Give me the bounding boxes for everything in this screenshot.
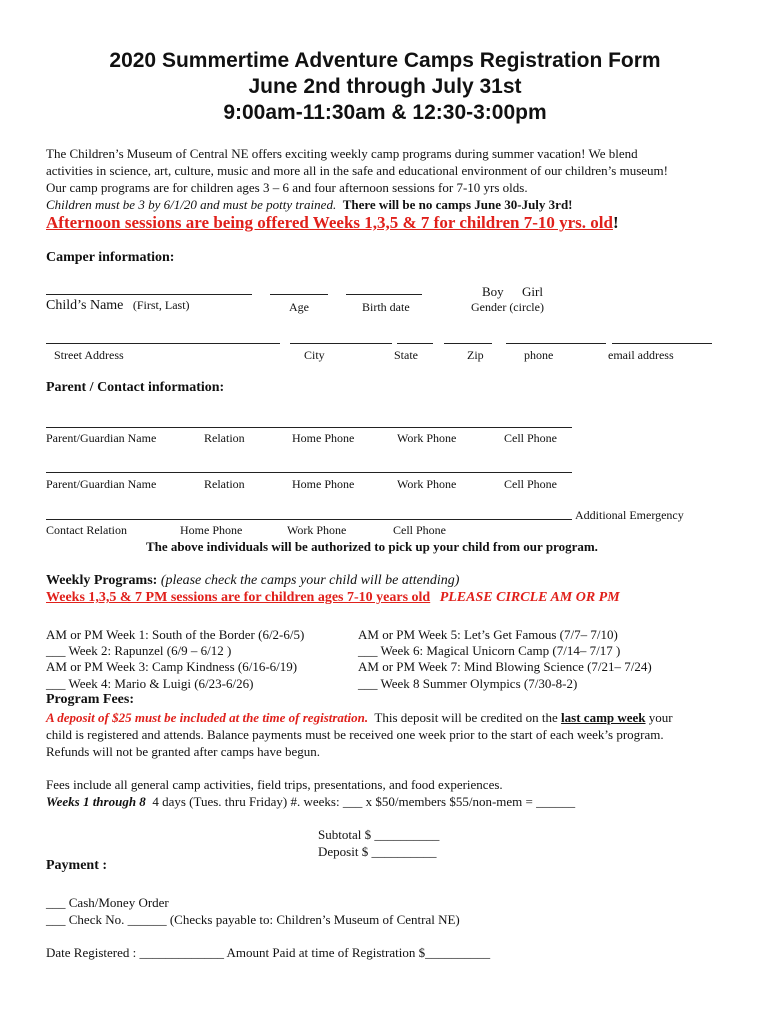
guardian-2-name-label: Parent/Guardian Name — [46, 477, 157, 491]
child-name-field[interactable] — [46, 294, 252, 295]
state-label: State — [394, 348, 418, 362]
zip-label: Zip — [467, 348, 484, 362]
emergency-cell-label: Cell Phone — [393, 523, 446, 537]
phone-label: phone — [524, 348, 554, 362]
intro-line-1: The Children’s Museum of Central NE offers exciting weekly camp programs during summer vacation! We blend — [46, 146, 638, 161]
week-8-option[interactable]: ___ Week 8 Summer Olympics (7/30-8-2) — [358, 676, 578, 691]
weekly-heading: Weekly Programs: (please check the camps your child will be attending) — [46, 573, 460, 588]
guardian-1-field[interactable] — [46, 427, 572, 428]
gender-boy[interactable]: Boy — [482, 284, 504, 299]
gender-label: Gender (circle) — [471, 300, 544, 314]
week-7-option[interactable]: AM or PM Week 7: Mind Blowing Science (7/21– 7/24) — [358, 659, 652, 674]
fees-include-note: Fees include all general camp activities, field trips, presentations, and food experiences. — [46, 777, 503, 792]
week-4-option[interactable]: ___ Week 4: Mario & Luigi (6/23-6/26) — [46, 676, 254, 691]
email-field[interactable] — [612, 343, 712, 344]
email-label: email address — [608, 348, 674, 362]
week-2-option[interactable]: ___ Week 2: Rapunzel (6/9 – 6/12 ) — [46, 643, 232, 658]
guardian-1-home-label: Home Phone — [292, 431, 355, 445]
subtotal-field[interactable]: Subtotal $ __________ — [318, 827, 440, 842]
guardian-2-field[interactable] — [46, 472, 572, 473]
intro-line-4 — [46, 196, 573, 213]
week-6-option[interactable]: ___ Week 6: Magical Unicorn Camp (7/14– 7/17 ) — [358, 643, 621, 658]
street-label: Street Address — [54, 348, 124, 362]
emergency-contact-label: Contact Relation — [46, 523, 127, 537]
child-name-label: Child’s Name (First, Last) — [46, 298, 190, 313]
intro-line-3: Our camp programs are for children ages 3 – 6 and four afternoon sessions for 7-10 yrs olds. — [46, 180, 528, 195]
camper-heading: Camper information: — [46, 250, 175, 265]
additional-emergency-label: Additional Emergency — [575, 508, 684, 522]
parent-heading: Parent / Contact information: — [46, 380, 225, 395]
balance-note: child is registered and attends. Balance payments must be received one week prior to the start of each week’s program. — [46, 727, 664, 742]
intro-line-2: activities in science, art, culture, music and more all in the safe and educational environment of our children’s museum! — [46, 163, 668, 178]
gender-girl[interactable]: Girl — [522, 284, 543, 299]
guardian-2-work-label: Work Phone — [397, 477, 457, 491]
cash-option[interactable]: ___ Cash/Money Order — [46, 895, 169, 910]
intro-requirement: Children must be 3 by 6/1/20 and must be potty trained. — [46, 197, 337, 212]
age-label: Age — [289, 300, 309, 314]
week-3-option[interactable]: AM or PM Week 3: Camp Kindness (6/16-6/19) — [46, 659, 298, 674]
authorized-pickup-note: The above individuals will be authorized to pick up your child from our program. — [146, 539, 598, 554]
intro-no-camps: There will be no camps June 30-July 3rd! — [342, 197, 573, 212]
city-field[interactable] — [290, 343, 392, 344]
week-5-option[interactable]: AM or PM Week 5: Let’s Get Famous (7/7– 7/10) — [358, 627, 618, 642]
date-amount-line[interactable]: Date Registered : _____________ Amount Paid at time of Registration $__________ — [46, 945, 491, 960]
city-label: City — [304, 348, 325, 362]
emergency-work-label: Work Phone — [287, 523, 347, 537]
afternoon-notice: Afternoon sessions are being offered Weeks 1,3,5 & 7 for children 7-10 yrs. old! — [46, 213, 619, 232]
state-field[interactable] — [397, 343, 433, 344]
weeks-calculation[interactable]: Weeks 1 through 8 4 days (Tues. thru Friday) #. weeks: ___ x $50/members $55/non-mem = ______ — [46, 794, 576, 809]
guardian-1-relation-label: Relation — [204, 431, 245, 445]
guardian-2-relation-label: Relation — [204, 477, 245, 491]
fees-heading: Program Fees: — [46, 692, 134, 707]
phone-field[interactable] — [506, 343, 606, 344]
birth-date-field[interactable] — [346, 294, 422, 295]
emergency-contact-field[interactable] — [46, 519, 572, 520]
deposit-note: A deposit of $25 must be included at the time of registration. This deposit will be credited on the last camp week your — [46, 710, 673, 725]
deposit-field[interactable]: Deposit $ __________ — [318, 844, 437, 859]
page-subtitle-dates: June 2nd through July 31st — [248, 75, 522, 98]
guardian-1-work-label: Work Phone — [397, 431, 457, 445]
zip-field[interactable] — [444, 343, 492, 344]
payment-heading: Payment : — [46, 858, 108, 873]
emergency-home-label: Home Phone — [180, 523, 243, 537]
birth-date-label: Birth date — [362, 300, 410, 314]
guardian-1-cell-label: Cell Phone — [504, 431, 557, 445]
week-1-option[interactable]: AM or PM Week 1: South of the Border (6/2-6/5) — [46, 627, 305, 642]
check-option[interactable]: ___ Check No. ______ (Checks payable to: Children’s Museum of Central NE) — [46, 912, 460, 927]
page-subtitle-times: 9:00am-11:30am & 12:30-3:00pm — [223, 101, 547, 124]
refund-note: Refunds will not be granted after camps have begun. — [46, 744, 320, 759]
pm-session-note: Weeks 1,3,5 & 7 PM sessions are for children ages 7-10 years old PLEASE CIRCLE AM OR PM — [46, 590, 620, 605]
guardian-1-name-label: Parent/Guardian Name — [46, 431, 157, 445]
page-title: 2020 Summertime Adventure Camps Registration Form — [109, 49, 661, 72]
street-field[interactable] — [46, 343, 280, 344]
age-field[interactable] — [270, 294, 328, 295]
guardian-2-cell-label: Cell Phone — [504, 477, 557, 491]
guardian-2-home-label: Home Phone — [292, 477, 355, 491]
